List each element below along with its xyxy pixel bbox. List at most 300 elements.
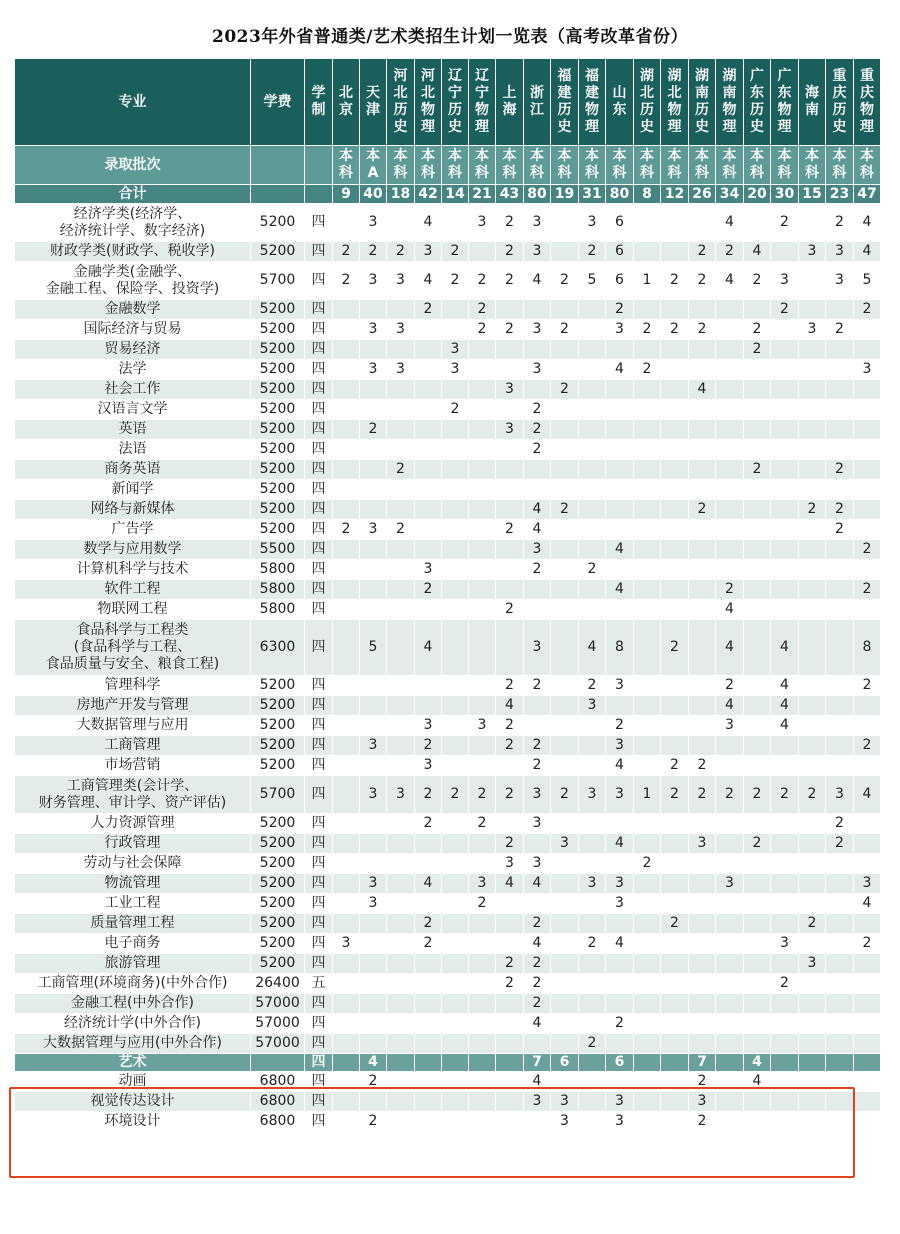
quota-cell	[799, 360, 826, 380]
quota-cell	[415, 380, 442, 400]
quota-cell: 2	[854, 676, 881, 696]
quota-cell	[360, 440, 387, 460]
quota-cell: 3	[606, 776, 634, 814]
quota-cell	[415, 460, 442, 480]
quota-cell: 2	[524, 974, 551, 994]
quota-cell: 2	[469, 814, 496, 834]
quota-cell	[496, 914, 524, 934]
quota-cell: 4	[606, 934, 634, 954]
quota-cell	[606, 954, 634, 974]
quota-cell: 2	[634, 360, 661, 380]
quota-cell	[551, 696, 579, 716]
quota-cell	[744, 894, 771, 914]
quota-cell	[799, 696, 826, 716]
quota-cell: 2	[689, 1072, 716, 1092]
tuition-fee: 5700	[251, 262, 305, 300]
quota-cell	[744, 974, 771, 994]
quota-cell: 4	[415, 204, 442, 242]
quota-cell	[716, 380, 744, 400]
total-cell: 12	[661, 185, 689, 204]
quota-cell	[360, 480, 387, 500]
total-cell: 20	[744, 185, 771, 204]
quota-cell	[634, 440, 661, 460]
quota-cell	[661, 1092, 689, 1112]
quota-cell	[469, 560, 496, 580]
quota-cell: 2	[551, 262, 579, 300]
quota-cell	[799, 560, 826, 580]
quota-cell	[771, 994, 799, 1014]
quota-cell	[551, 460, 579, 480]
quota-cell	[826, 580, 854, 600]
quota-cell	[524, 1112, 551, 1132]
quota-cell	[661, 440, 689, 460]
quota-cell	[744, 360, 771, 380]
quota-cell	[716, 994, 744, 1014]
quota-cell	[716, 756, 744, 776]
quota-cell	[826, 1112, 854, 1132]
quota-cell	[634, 676, 661, 696]
quota-cell	[333, 340, 360, 360]
quota-cell: 3	[606, 676, 634, 696]
quota-cell	[415, 600, 442, 620]
quota-cell: 2	[387, 242, 415, 262]
quota-cell	[661, 894, 689, 914]
table-row	[15, 834, 881, 854]
tuition-fee: 5200	[251, 242, 305, 262]
quota-cell: 4	[716, 262, 744, 300]
quota-cell	[360, 994, 387, 1014]
quota-cell	[744, 400, 771, 420]
quota-cell	[360, 914, 387, 934]
quota-cell	[661, 1072, 689, 1092]
quota-cell	[661, 994, 689, 1014]
quota-cell	[799, 736, 826, 756]
quota-cell	[551, 560, 579, 580]
tuition-fee: 5200	[251, 520, 305, 540]
quota-cell	[826, 854, 854, 874]
quota-cell: 2	[469, 320, 496, 340]
quota-cell: 3	[360, 874, 387, 894]
quota-cell	[415, 696, 442, 716]
quota-cell	[661, 300, 689, 320]
quota-cell	[551, 1034, 579, 1054]
quota-cell	[606, 480, 634, 500]
quota-cell: 3	[606, 736, 634, 756]
art-category-row	[15, 1054, 881, 1072]
total-cell: 23	[826, 185, 854, 204]
major-name: 金融数学	[15, 300, 251, 320]
quota-cell	[854, 1092, 881, 1112]
quota-cell: 2	[496, 736, 524, 756]
tuition-fee: 57000	[251, 994, 305, 1014]
quota-cell: 2	[716, 242, 744, 262]
quota-cell: 3	[360, 360, 387, 380]
table-row	[15, 460, 881, 480]
quota-cell: 2	[387, 460, 415, 480]
quota-cell: 2	[689, 242, 716, 262]
quota-cell	[551, 360, 579, 380]
header-major: 专业	[15, 59, 251, 146]
tuition-fee: 5800	[251, 560, 305, 580]
quota-cell	[771, 560, 799, 580]
quota-cell	[579, 380, 606, 400]
quota-cell	[360, 600, 387, 620]
quota-cell	[689, 204, 716, 242]
quota-cell	[442, 560, 469, 580]
quota-cell	[716, 300, 744, 320]
quota-cell	[799, 994, 826, 1014]
quota-cell: 3	[826, 242, 854, 262]
quota-cell: 3	[551, 1092, 579, 1112]
quota-cell	[634, 834, 661, 854]
quota-cell	[579, 1092, 606, 1112]
quota-cell: 2	[551, 380, 579, 400]
table-row	[15, 1014, 881, 1034]
quota-cell	[469, 834, 496, 854]
quota-cell	[442, 814, 469, 834]
study-years: 四	[305, 204, 333, 242]
quota-cell	[387, 894, 415, 914]
quota-cell	[579, 1072, 606, 1092]
quota-cell: 2	[579, 934, 606, 954]
quota-cell: 3	[551, 834, 579, 854]
quota-cell	[442, 440, 469, 460]
quota-cell	[333, 380, 360, 400]
table-row	[15, 854, 881, 874]
quota-cell	[744, 1112, 771, 1132]
quota-cell	[716, 400, 744, 420]
total-fee-cell	[251, 185, 305, 204]
quota-cell	[415, 854, 442, 874]
quota-cell	[387, 934, 415, 954]
quota-cell	[689, 974, 716, 994]
quota-cell	[854, 560, 881, 580]
tuition-fee: 6800	[251, 1072, 305, 1092]
quota-cell	[415, 520, 442, 540]
major-name: 工商管理(环境商务)(中外合作)	[15, 974, 251, 994]
major-name: 工业工程	[15, 894, 251, 914]
quota-cell	[606, 814, 634, 834]
quota-cell: 2	[442, 400, 469, 420]
quota-cell	[579, 340, 606, 360]
quota-cell	[744, 420, 771, 440]
header-province: 重庆物理	[854, 59, 881, 146]
quota-cell: 2	[415, 580, 442, 600]
major-name: 物联网工程	[15, 600, 251, 620]
quota-cell	[442, 954, 469, 974]
quota-cell	[799, 480, 826, 500]
quota-cell	[333, 736, 360, 756]
quota-cell	[799, 440, 826, 460]
quota-cell	[826, 736, 854, 756]
total-cell: 9	[333, 185, 360, 204]
quota-cell: 4	[716, 204, 744, 242]
quota-cell: 2	[442, 242, 469, 262]
quota-cell	[744, 560, 771, 580]
art-total-cell: 6	[606, 1054, 634, 1072]
quota-cell: 4	[854, 776, 881, 814]
quota-cell: 2	[496, 242, 524, 262]
quota-cell: 6	[606, 242, 634, 262]
table-row	[15, 620, 881, 676]
quota-cell	[826, 716, 854, 736]
quota-cell	[524, 300, 551, 320]
page-title: 2023年外省普通类/艺术类招生计划一览表（高考改革省份）	[211, 27, 689, 47]
quota-cell	[826, 380, 854, 400]
quota-cell: 2	[826, 814, 854, 834]
batch-cell: 本科	[469, 146, 496, 185]
quota-cell	[854, 600, 881, 620]
quota-cell	[469, 1112, 496, 1132]
quota-cell	[634, 736, 661, 756]
quota-cell	[771, 1072, 799, 1092]
study-years: 四	[305, 480, 333, 500]
art-total-cell	[826, 1054, 854, 1072]
quota-cell: 3	[689, 834, 716, 854]
quota-cell	[634, 1112, 661, 1132]
quota-cell	[496, 300, 524, 320]
table-row	[15, 874, 881, 894]
quota-cell	[524, 340, 551, 360]
tuition-fee: 5500	[251, 540, 305, 560]
quota-cell: 2	[360, 1072, 387, 1092]
quota-cell: 4	[744, 242, 771, 262]
quota-cell	[415, 500, 442, 520]
quota-cell	[689, 580, 716, 600]
quota-cell	[744, 756, 771, 776]
header-row	[15, 59, 881, 146]
quota-cell	[689, 696, 716, 716]
quota-cell	[333, 620, 360, 676]
table-row	[15, 716, 881, 736]
quota-cell	[826, 1034, 854, 1054]
quota-cell	[826, 954, 854, 974]
quota-cell	[606, 420, 634, 440]
quota-cell: 2	[442, 262, 469, 300]
quota-cell	[579, 1112, 606, 1132]
quota-cell	[634, 400, 661, 420]
quota-cell: 4	[744, 1072, 771, 1092]
quota-cell	[387, 954, 415, 974]
batch-cell: 本科	[551, 146, 579, 185]
quota-cell	[716, 1034, 744, 1054]
quota-cell	[771, 914, 799, 934]
quota-cell	[387, 380, 415, 400]
study-years: 四	[305, 460, 333, 480]
quota-cell	[387, 340, 415, 360]
major-name: 社会工作	[15, 380, 251, 400]
quota-cell	[771, 580, 799, 600]
quota-cell	[771, 540, 799, 560]
quota-cell: 3	[387, 262, 415, 300]
header-province: 河北物理	[415, 59, 442, 146]
quota-cell: 4	[716, 696, 744, 716]
quota-cell	[333, 440, 360, 460]
quota-cell	[524, 460, 551, 480]
table-row	[15, 204, 881, 242]
quota-cell: 2	[551, 776, 579, 814]
quota-cell	[579, 716, 606, 736]
major-name: 财政学类(财政学、税收学)	[15, 242, 251, 262]
quota-cell	[469, 954, 496, 974]
quota-cell: 4	[771, 716, 799, 736]
tuition-fee: 5200	[251, 360, 305, 380]
quota-cell	[551, 300, 579, 320]
quota-cell	[387, 716, 415, 736]
study-years: 四	[305, 242, 333, 262]
quota-cell	[469, 600, 496, 620]
quota-cell	[387, 1092, 415, 1112]
quota-cell	[744, 440, 771, 460]
header-years: 学制	[305, 59, 333, 146]
quota-cell	[551, 676, 579, 696]
quota-cell	[689, 874, 716, 894]
quota-cell: 2	[716, 676, 744, 696]
quota-cell: 3	[524, 814, 551, 834]
quota-cell	[551, 1014, 579, 1034]
quota-cell: 3	[854, 360, 881, 380]
quota-cell: 2	[826, 520, 854, 540]
quota-cell	[387, 560, 415, 580]
header-province: 辽宁历史	[442, 59, 469, 146]
quota-cell	[606, 600, 634, 620]
batch-cell: 本科	[333, 146, 360, 185]
quota-cell	[360, 716, 387, 736]
batch-label: 录取批次	[15, 146, 251, 185]
quota-cell: 2	[689, 320, 716, 340]
tuition-fee: 26400	[251, 974, 305, 994]
table-row	[15, 480, 881, 500]
quota-cell	[771, 854, 799, 874]
quota-cell: 4	[716, 620, 744, 676]
quota-cell: 3	[360, 262, 387, 300]
quota-cell	[689, 914, 716, 934]
quota-cell: 2	[469, 776, 496, 814]
quota-cell	[689, 676, 716, 696]
quota-cell: 2	[496, 600, 524, 620]
quota-cell	[854, 1072, 881, 1092]
quota-cell	[799, 874, 826, 894]
quota-cell	[854, 854, 881, 874]
quota-cell: 3	[442, 360, 469, 380]
quota-cell: 3	[579, 696, 606, 716]
quota-cell	[689, 340, 716, 360]
quota-cell	[415, 1112, 442, 1132]
quota-cell	[689, 540, 716, 560]
quota-cell	[854, 480, 881, 500]
major-name: 工商管理	[15, 736, 251, 756]
study-years: 五	[305, 974, 333, 994]
quota-cell	[333, 954, 360, 974]
tuition-fee: 6800	[251, 1092, 305, 1112]
quota-cell: 2	[854, 540, 881, 560]
quota-cell	[716, 1014, 744, 1034]
quota-cell	[469, 400, 496, 420]
quota-cell	[606, 400, 634, 420]
table-row	[15, 974, 881, 994]
quota-cell	[716, 1112, 744, 1132]
tuition-fee: 5200	[251, 300, 305, 320]
quota-cell: 2	[771, 974, 799, 994]
quota-cell	[333, 460, 360, 480]
quota-cell	[771, 480, 799, 500]
quota-cell	[716, 540, 744, 560]
quota-cell	[854, 320, 881, 340]
quota-cell	[771, 420, 799, 440]
study-years: 四	[305, 1112, 333, 1132]
quota-cell: 3	[579, 874, 606, 894]
quota-cell	[496, 814, 524, 834]
quota-cell	[579, 600, 606, 620]
quota-cell: 3	[689, 1092, 716, 1112]
quota-cell: 3	[524, 320, 551, 340]
quota-cell	[387, 1072, 415, 1092]
quota-cell: 2	[744, 340, 771, 360]
quota-cell	[333, 300, 360, 320]
header-province: 广东历史	[744, 59, 771, 146]
quota-cell: 5	[579, 262, 606, 300]
quota-cell	[661, 736, 689, 756]
quota-cell	[442, 1014, 469, 1034]
quota-cell	[771, 340, 799, 360]
quota-cell	[469, 934, 496, 954]
quota-cell	[606, 500, 634, 520]
quota-cell	[551, 974, 579, 994]
quota-cell: 2	[854, 580, 881, 600]
quota-cell	[854, 440, 881, 460]
quota-cell	[799, 262, 826, 300]
quota-cell	[799, 580, 826, 600]
study-years: 四	[305, 500, 333, 520]
quota-cell	[415, 834, 442, 854]
quota-cell	[579, 736, 606, 756]
quota-cell	[716, 814, 744, 834]
quota-cell	[634, 600, 661, 620]
quota-cell	[634, 814, 661, 834]
total-cell: 80	[606, 185, 634, 204]
quota-cell	[524, 696, 551, 716]
quota-cell	[551, 620, 579, 676]
quota-cell: 3	[415, 756, 442, 776]
table-row	[15, 934, 881, 954]
quota-cell	[634, 914, 661, 934]
tuition-fee: 5200	[251, 834, 305, 854]
quota-cell: 3	[360, 520, 387, 540]
total-cell: 34	[716, 185, 744, 204]
quota-cell	[771, 520, 799, 540]
study-years: 四	[305, 994, 333, 1014]
batch-cell: 本科	[496, 146, 524, 185]
header-province: 浙江	[524, 59, 551, 146]
quota-cell: 3	[360, 894, 387, 914]
quota-cell: 2	[661, 262, 689, 300]
quota-cell	[854, 1014, 881, 1034]
quota-cell	[854, 1034, 881, 1054]
quota-cell: 3	[524, 776, 551, 814]
quota-cell	[496, 1072, 524, 1092]
quota-cell	[661, 460, 689, 480]
quota-cell	[661, 360, 689, 380]
quota-cell	[854, 420, 881, 440]
quota-cell	[689, 620, 716, 676]
quota-cell: 5	[854, 262, 881, 300]
quota-cell	[716, 320, 744, 340]
quota-cell	[661, 340, 689, 360]
quota-cell	[854, 500, 881, 520]
quota-cell	[442, 204, 469, 242]
batch-cell: 本科	[524, 146, 551, 185]
quota-cell	[799, 676, 826, 696]
